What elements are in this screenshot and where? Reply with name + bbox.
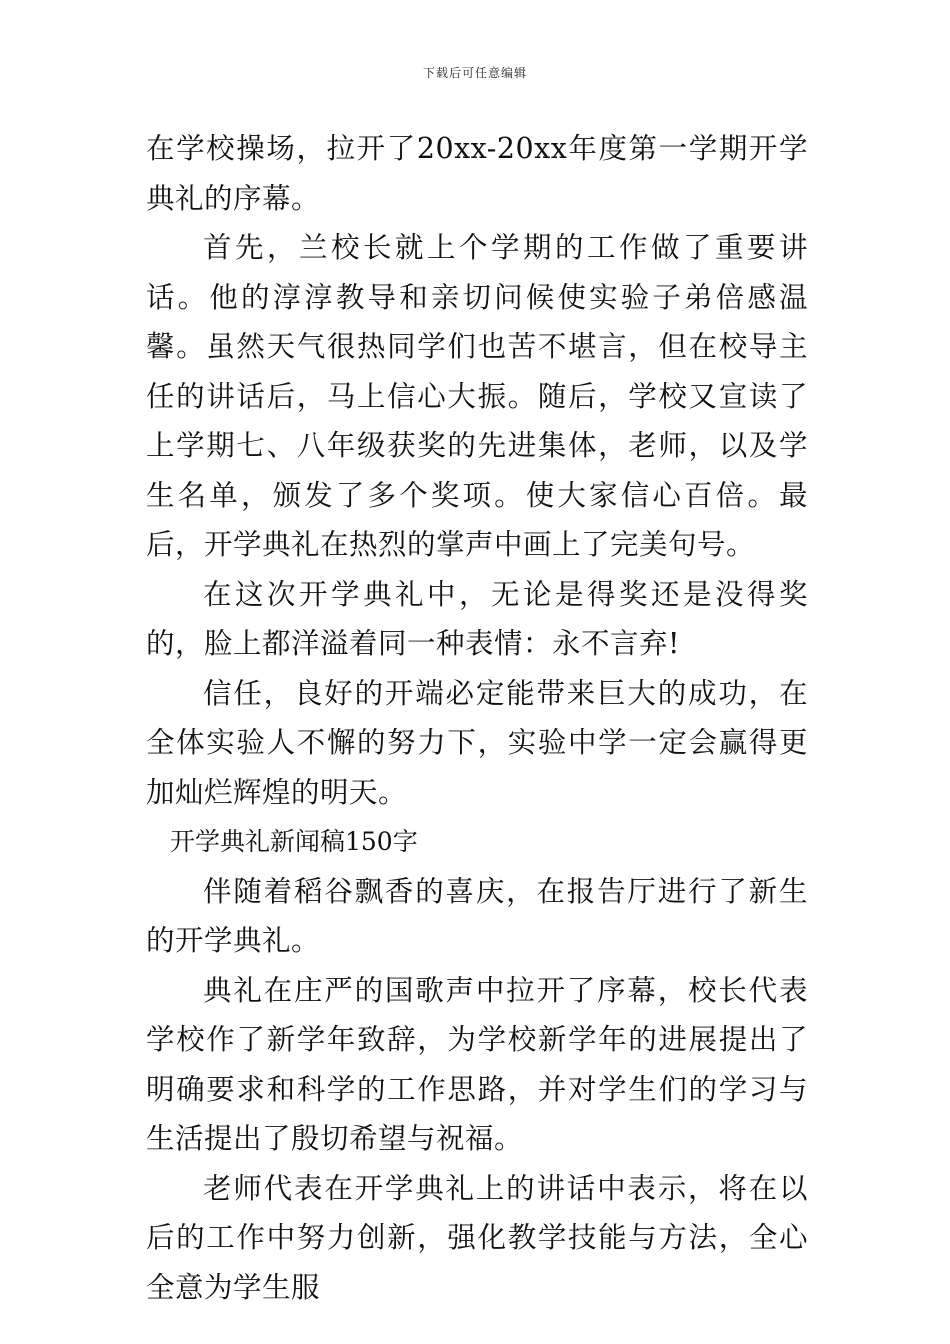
section-title: 开学典礼新闻稿150字 [170, 827, 418, 856]
document-body [146, 124, 808, 1312]
paragraph: 典礼在庄严的国歌声中拉开了序幕，校长代表学校作了新学年致辞，为学校新学年的进展提出了明确要求和科学的工作思路，并对学生们的学习与生活提出了殷切希望与祝福。 [146, 973, 808, 1155]
paragraph: 在学校操场，拉开了20xx-20xx年度第一学期开学典礼的序幕。 [146, 132, 808, 215]
page-header: 下载后可任意编辑 [422, 66, 527, 80]
paragraph: 首先，兰校长就上个学期的工作做了重要讲话。他的淳淳教导和亲切问候使实验子弟倍感温馨。虽然天气很热同学们也苦不堪言，但在校导主任的讲话后，马上信心大振。随后，学校又宣读了上学期七、八年级获奖的先进集体，老师，以及学生名单，颁发了多个奖项。使大家信心百倍。最后，开学典礼在热烈的掌声中画上了完美句号。 [146, 231, 808, 561]
paragraph: 在这次开学典礼中，无论是得奖还是没得奖的，脸上都洋溢着同一种表情：永不言弃! [146, 577, 808, 660]
paragraph: 老师代表在开学典礼上的讲话中表示，将在以后的工作中努力创新，强化教学技能与方法，全心全意为学生服 [146, 1171, 808, 1304]
paragraph: 信任，良好的开端必定能带来巨大的成功，在全体实验人不懈的努力下，实验中学一定会赢得更加灿烂辉煌的明天。 [146, 676, 808, 809]
paragraph: 伴随着稻谷飘香的喜庆，在报告厅进行了新生的开学典礼。 [146, 874, 808, 957]
